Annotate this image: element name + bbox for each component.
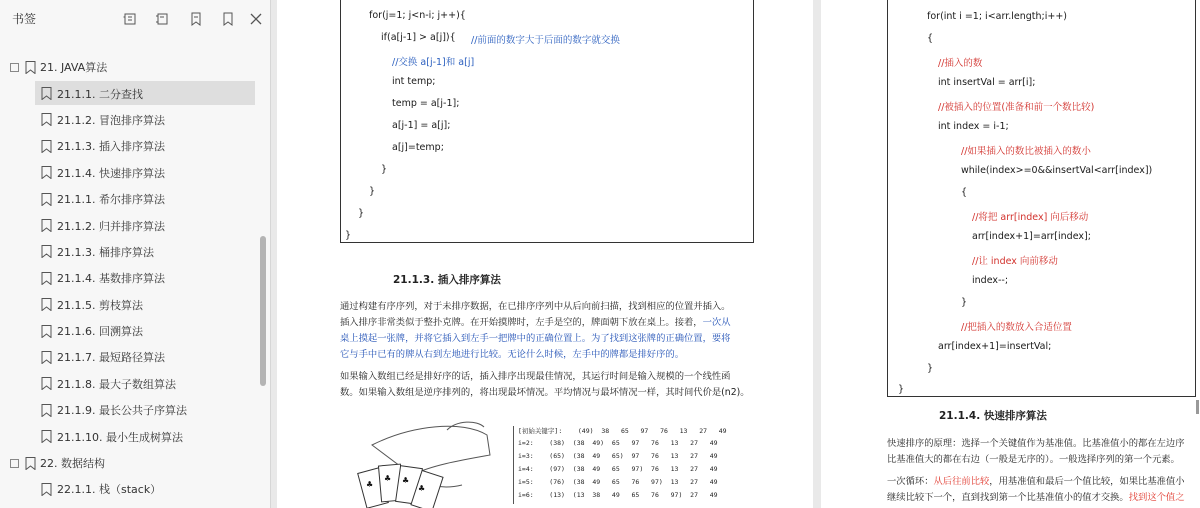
paragraph-line xyxy=(340,347,731,363)
tree-node-shortest-path[interactable] xyxy=(0,344,258,370)
code-line: } xyxy=(961,297,968,308)
tree-node-label: 21.1.2. 归并排序算法 xyxy=(57,219,165,233)
text-run: 它与手中已有的牌从右到左地进行比较。无论什么时候，左手中的牌都是排好序的。 xyxy=(340,349,684,360)
document-page-left xyxy=(277,0,813,508)
code-block xyxy=(887,0,1196,397)
paragraph-line xyxy=(340,315,731,331)
sidebar-scrollbar[interactable] xyxy=(260,236,266,386)
code-line: } xyxy=(927,363,934,374)
tree-node-21-1-1[interactable] xyxy=(0,80,258,106)
bookmark-icon xyxy=(41,325,52,338)
document-page-right xyxy=(821,0,1200,508)
code-line: int temp; xyxy=(392,76,436,87)
tree-node-pruning[interactable] xyxy=(0,292,258,318)
bookmark-icon xyxy=(41,245,52,258)
tree-node-22-1-1[interactable] xyxy=(0,476,258,502)
tree-node-label: 21.1.3. 插入排序算法 xyxy=(57,140,165,154)
svg-text:♣: ♣ xyxy=(366,480,374,489)
table-row: i=2: (38) (38 49) 65 97 76 13 27 49 xyxy=(518,439,718,447)
bookmark-icon xyxy=(41,219,52,232)
sidebar-header xyxy=(0,0,270,38)
code-comment: //把插入的数放入合适位置 xyxy=(961,322,1072,333)
code-line: } xyxy=(369,186,376,197)
tree-node-22[interactable] xyxy=(0,450,258,476)
code-line: while(index>=0&&insertVal<arr[index]) xyxy=(961,165,1153,176)
bookmark-icon xyxy=(41,166,52,179)
table-header: [初始关键字]: (49) 38 65 97 76 13 27 49 xyxy=(518,427,727,435)
tree-node-label: 22. 数据结构 xyxy=(40,457,105,471)
text-run: 一次循环： xyxy=(887,476,934,487)
tree-node-label: 21.1.7. 最短路径算法 xyxy=(57,351,165,365)
tree-node-label: 21.1.10. 最小生成树算法 xyxy=(57,430,183,444)
table-row: i=6: (13) (13 38 49 65 76 97) 27 49 xyxy=(518,491,718,499)
svg-text:♣: ♣ xyxy=(418,484,426,493)
code-comment: //如果插入的数比被插入的数小 xyxy=(961,146,1091,157)
code-line: for(j=1; j<n-i; j++){ xyxy=(369,10,466,21)
tree-node-label: 21.1.8. 最大子数组算法 xyxy=(57,377,176,391)
code-block xyxy=(340,0,754,243)
paragraph xyxy=(887,474,1185,506)
tree-node-label: 21.1.1. 二分查找 xyxy=(57,87,143,101)
card-hand-illustration xyxy=(352,415,492,508)
tree-node-bucket-sort[interactable] xyxy=(0,239,258,265)
bookmark-icon xyxy=(41,404,52,417)
paragraph xyxy=(340,299,731,363)
bookmark-icon xyxy=(41,377,52,390)
bookmark-outline-icon[interactable] xyxy=(220,11,236,27)
paragraph-line xyxy=(340,299,731,315)
code-line: a[j-1] = a[j]; xyxy=(392,120,451,131)
bookmark-icon xyxy=(41,272,52,285)
bookmark-tree xyxy=(0,54,258,503)
svg-text:♣: ♣ xyxy=(402,476,410,485)
tree-node-lcs[interactable] xyxy=(0,397,258,423)
code-line: if(a[j-1] > a[j]){ xyxy=(381,32,456,43)
bookmark-icon xyxy=(41,140,52,153)
paragraph-line xyxy=(340,331,731,347)
tree-node-21-1-3[interactable] xyxy=(0,133,258,159)
text-run: ，用基准值和最后一个值比较，如果比基准值小 xyxy=(989,476,1185,487)
code-line: temp = a[j-1]; xyxy=(392,98,460,109)
tree-node-21-1-4[interactable] xyxy=(0,160,258,186)
expand-all-icon[interactable] xyxy=(122,11,138,27)
page-scroll-indicator[interactable] xyxy=(1196,400,1199,414)
svg-text:♣: ♣ xyxy=(384,474,392,483)
code-line: for(int i =1; i<arr.length;i++) xyxy=(927,11,1068,22)
table-row: i=4: (97) (38 49 65 97) 76 13 27 49 xyxy=(518,465,718,473)
collapse-all-icon[interactable] xyxy=(154,11,170,27)
expand-toggle-icon[interactable] xyxy=(10,459,19,468)
bookmark-icon xyxy=(41,113,52,126)
code-comment: //交换 a[j-1]和 a[j] xyxy=(392,57,475,68)
code-line: } xyxy=(345,230,352,241)
code-line: } xyxy=(898,384,905,395)
sidebar-title: 书签 xyxy=(12,12,37,26)
bookmark-icon xyxy=(25,61,36,74)
text-run: 找到这个值之 xyxy=(1128,492,1185,503)
tree-node-label: 21.1.4. 快速排序算法 xyxy=(57,166,165,180)
code-comment: //被插入的位置(准备和前一个数比较) xyxy=(938,102,1095,113)
bookmarks-sidebar xyxy=(0,0,271,508)
tree-node-label: 21.1.9. 最长公共子序算法 xyxy=(57,404,187,418)
code-line: arr[index+1]=arr[index]; xyxy=(972,231,1091,242)
text-run: 插入排序非常类似于整扑克牌。在开始摸牌时，左手是空的，牌面朝下放在桌上。接着， xyxy=(340,317,703,328)
bookmark-icon xyxy=(41,87,52,100)
code-comment: //前面的数字大于后面的数字就交换 xyxy=(471,35,620,46)
tree-node-max-subarray[interactable] xyxy=(0,371,258,397)
code-line: a[j]=temp; xyxy=(392,142,444,153)
code-line: int insertVal = arr[i]; xyxy=(938,77,1036,88)
text-run: 通过构建有序序列，对于未排序数据，在已排序序列中从后向前扫描，找到相应的位置并插入。 xyxy=(340,301,731,312)
paragraph-line: 比基准值大的都在右边（一般是无序的）。一般选择序列的第一个元素。 xyxy=(887,454,1180,465)
tree-node-21-1-2[interactable] xyxy=(0,107,258,133)
paragraph-line xyxy=(887,474,1185,490)
tree-node-merge-sort[interactable] xyxy=(0,212,258,238)
section-heading: 21.1.4. 快速排序算法 xyxy=(939,410,1047,422)
code-line: { xyxy=(927,33,934,44)
code-line: index--; xyxy=(972,275,1009,286)
tree-node-label: 21.1.5. 剪枝算法 xyxy=(57,298,143,312)
tree-node-label: 21.1.4. 基数排序算法 xyxy=(57,272,165,286)
add-bookmark-icon[interactable] xyxy=(188,11,204,27)
table-row: i=5: (76) (38 49 65 76 97) 13 27 49 xyxy=(518,478,718,486)
bookmark-icon xyxy=(41,298,52,311)
code-line: { xyxy=(961,187,968,198)
text-run: 从后往前比较 xyxy=(933,476,990,487)
paragraph-line: 如果输入数组已经是排好序的话，插入排序出现最佳情况，其运行时间是输入规模的一个线性函 xyxy=(340,371,731,382)
section-heading: 21.1.3. 插入排序算法 xyxy=(393,274,501,286)
paragraph-line xyxy=(887,490,1185,506)
close-icon[interactable] xyxy=(248,11,264,27)
text-run: 桌上摸起一张牌，并将它插入到左手一把牌中的正确位置上。为了找到这张牌的正确位置，要将 xyxy=(340,333,731,344)
paragraph xyxy=(887,436,1185,468)
code-line: arr[index+1]=insertVal; xyxy=(938,341,1052,352)
tree-node-label: 21. JAVA算法 xyxy=(40,61,108,75)
code-comment: //插入的数 xyxy=(938,58,983,69)
text-run: 一次从 xyxy=(702,317,731,328)
tree-node-shell-sort[interactable] xyxy=(0,186,258,212)
tree-node-backtracking[interactable] xyxy=(0,318,258,344)
tree-node-mst[interactable] xyxy=(0,423,258,449)
tree-node-label: 21.1.1. 希尔排序算法 xyxy=(57,193,165,207)
bookmark-icon xyxy=(41,430,52,443)
tree-node-radix-sort[interactable] xyxy=(0,265,258,291)
insertion-sort-table xyxy=(513,426,727,504)
code-line: int index = i-1; xyxy=(938,121,1009,132)
bookmark-icon xyxy=(41,483,52,496)
code-line: } xyxy=(381,164,388,175)
bookmark-icon xyxy=(41,351,52,364)
tree-node-label: 21.1.2. 冒泡排序算法 xyxy=(57,113,165,127)
bookmark-icon xyxy=(41,193,52,206)
expand-toggle-icon[interactable] xyxy=(10,63,19,72)
code-comment: //将把 arr[index] 向后移动 xyxy=(972,212,1089,223)
tree-node-label: 22.1.1. 栈（stack） xyxy=(57,483,162,497)
table-row: i=3: (65) (38 49 65) 97 76 13 27 49 xyxy=(518,452,718,460)
paragraph-line: 数。如果输入数组是逆序排列的，将出现最坏情况。平均情况与最坏情况一样，其时间代价是(n2)。 xyxy=(340,387,750,398)
tree-node-label: 21.1.3. 桶排序算法 xyxy=(57,245,154,259)
paragraph xyxy=(340,369,750,401)
bookmark-icon xyxy=(25,457,36,470)
tree-node-label: 21.1.6. 回溯算法 xyxy=(57,325,143,339)
tree-node-21[interactable] xyxy=(0,54,258,80)
code-line: } xyxy=(358,208,365,219)
paragraph-line: 快速排序的原理：选择一个关键值作为基准值。比基准值小的都在左边序 xyxy=(887,438,1185,449)
text-run: 继续比较下一个，直到找到第一个比基准值小的值才交换。 xyxy=(887,492,1129,503)
code-comment: //让 index 向前移动 xyxy=(972,256,1058,267)
